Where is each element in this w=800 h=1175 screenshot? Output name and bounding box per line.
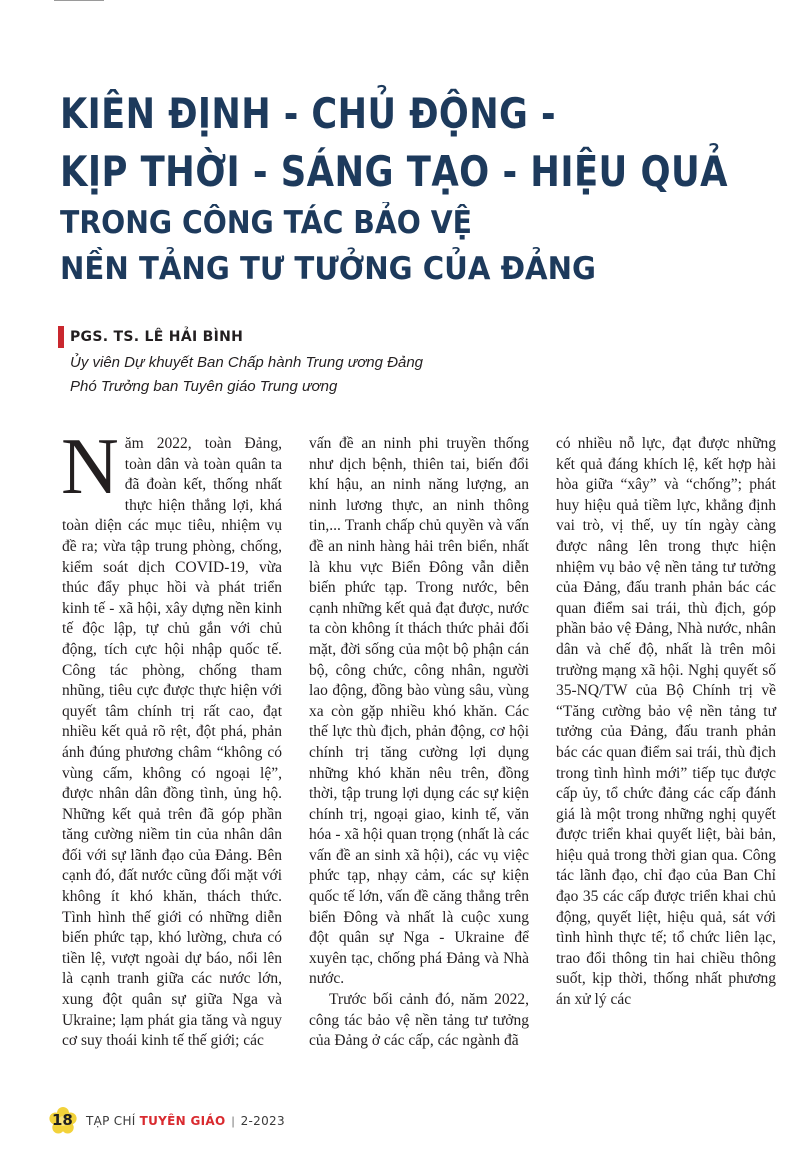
body-column-1 [61,423,282,1052]
body-column-3 [556,434,776,1011]
page-footer [48,1108,285,1134]
author-role-2: Phó Trưởng ban Tuyên giáo Trung ương [70,378,338,395]
page-number: 18 [52,1111,73,1129]
body-column-2 [309,434,529,1052]
footer-separator: | [231,1114,235,1128]
author-row [58,326,658,348]
magazine-prefix: TẠP CHÍ [86,1114,136,1128]
author-accent-bar [58,326,64,348]
magazine-name: TUYÊN GIÁO [139,1114,226,1128]
flower-icon [48,1106,78,1136]
subtitle-line-1: TRONG CÔNG TÁC BẢO VỆ [60,205,472,241]
title-line-1: KIÊN ĐỊNH - CHỦ ĐỘNG - [60,89,556,138]
title-line-2: KỊP THỜI - SÁNG TẠO - HIỆU QUẢ [60,147,728,196]
issue-number: 2-2023 [240,1114,285,1128]
body-paragraph-1: Năm 2022, toàn Đảng, toàn dân và toàn quân ta đã đoàn kết, thống nhất thực hiện thắng lợi, khá toàn diện các mục tiêu, nhiệm vụ đề ra; vừa tập trung phòng, chống, kiểm soát dịch COVID-19, vừa thúc đẩy phục hồi và phát triển kinh tế - xã hội, xây dựng nền kinh tế độc lập, tự chủ gắn với chủ động, tích cực hội nhập quốc tế. Công tác phòng, chống tham nhũng, tiêu cực được thực hiện với quyết tâm chính trị rất cao, đạt nhiều kết quả rõ rệt, đột phá, phản ánh đúng phương châm “không có vùng cấm, không có ngoại lệ”, được nhân dân đồng tình, ủng hộ. Những kết quả trên đã góp phần tăng cường niềm tin của nhân dân đối với sự lãnh đạo của Đảng. Bên cạnh đó, đất nước cũng đối mặt với không ít khó khăn, thách thức. Tình hình thế giới có những diễn biến phức tạp, khó lường, chưa có tiền lệ, vượt ngoài dự báo, nổi lên là cạnh tranh giữa các nước lớn, xung đột quân sự giữa Nga và Ukraine; lạm phát gia tăng và nguy cơ suy thoái kinh tế thế giới; các [61,423,282,1050]
body-paragraph-2-cont: có nhiều nỗ lực, đạt được những kết quả đáng khích lệ, kết hợp hài hòa giữa “xây” và “chống”; phát huy hiệu quả tiềm lực, khẳng định vai trò, vị thế, uy tín ngày càng được nâng lên trong thực hiện nhiệm vụ bảo vệ nền tảng tư tưởng của Đảng, đấu tranh phản bác các quan điểm sai trái, thù địch, góp phần bảo vệ Đảng, Nhà nước, nhân dân và chế độ, nhất là trên môi trường mạng xã hội. Nghị quyết số 35-NQ/TW của Bộ Chính trị về “Tăng cường bảo vệ nền tảng tư tưởng của Đảng, đấu tranh phản bác các quan điểm sai trái, thù địch trong tình hình mới” tiếp tục được cấp ủy, tổ chức đảng các cấp đánh giá là một trong những nghị quyết được triển khai quyết liệt, bài bản, hiệu quả trong thời gian qua. Công tác lãnh đạo, chỉ đạo của Ban Chỉ đạo 35 các cấp được triển khai chủ động, quyết liệt, hiệu quả, sát với tình hình thực tế; tổ chức liên lạc, trao đổi thông tin hai chiều thông suốt, kịp thời, thống nhất phương án xử lý các [556,435,776,1009]
top-rule [54,0,104,1]
body-paragraph-1-cont: vấn đề an ninh phi truyền thống như dịch bệnh, thiên tai, biến đổi khí hậu, an ninh năng lượng, an ninh lương thực, an ninh thông tin,... Tranh chấp chủ quyền và vấn đề an ninh hàng hải trên biển, nhất là khu vực Biển Đông vẫn diễn biến phức tạp. Trong nước, bên cạnh những kết quả đạt được, nước ta còn không ít thách thức phải đối mặt, đời sống của một bộ phận cán bộ, công chức, công nhân, người lao động, đồng bào vùng sâu, vùng xa còn gặp nhiều khó khăn. Các thế lực thù địch, phản động, cơ hội chính trị tăng cường lợi dụng những khó khăn nêu trên, đồng thời, tập trung lợi dụng các sự kiện chính trị, ngoại giao, kinh tế, văn hóa - xã hội quan trọng (nhất là các vấn đề an sinh xã hội), các vụ việc phức tạp, nhạy cảm, các sự kiện quốc tế lớn, vấn đề căng thẳng trên biển Đông và nhất là cuộc xung đột quân sự Nga - Ukraine để xuyên tạc, chống phá Đảng và Nhà nước. [309,435,529,988]
body-paragraph-2: Trước bối cảnh đó, năm 2022, công tác bảo vệ nền tảng tư tưởng của Đảng ở các cấp, các ngành đã [309,991,529,1050]
author-block [58,326,658,399]
subtitle-line-2: NỀN TẢNG TƯ TƯỞNG CỦA ĐẢNG [60,251,596,287]
author-name: PGS. TS. LÊ HẢI BÌNH [70,329,244,345]
author-role-1: Ủy viên Dự khuyết Ban Chấp hành Trung ương Đảng [70,354,423,371]
drop-cap: N [61,423,119,511]
article-title [60,88,760,289]
